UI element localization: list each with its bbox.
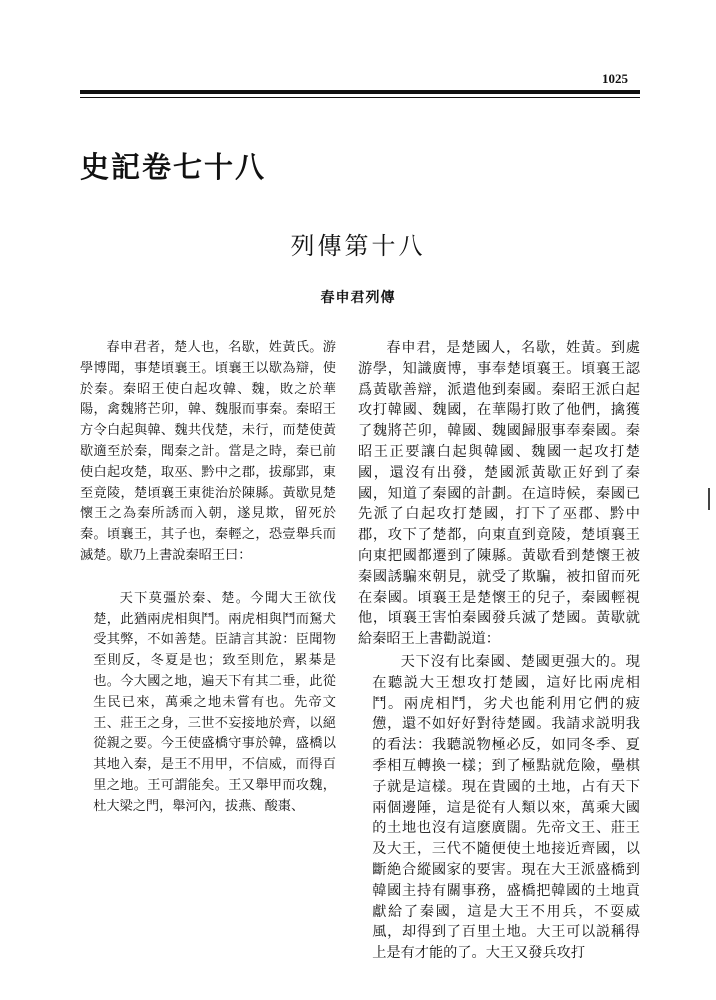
vernacular-intro-paragraph: 春申君，是楚國人，名歇，姓黃。到處游學，知識廣博，事奉楚頃襄王。頃襄王認爲黃歇善辯，派遣他到秦國。秦昭王派白起攻打韓國、魏國，在華陽打敗了他們，擒獲了魏將芒卯，韓國、魏國歸服事奉秦國。秦昭王正要讓白起與韓國、魏國一起攻打楚國，還沒有出發，楚國派黃歇正好到了秦國，知道了秦國的計劃。在這時候，秦國已先派了白起攻打楚國，打下了巫郡、黔中郡，攻下了楚都，向東直到竟陵，楚頃襄王向東把國都遷到了陳縣。黃歇看到楚懷王被秦國誘騙來朝見，就受了欺騙，被扣留而死在秦國。頃襄王是楚懷王的兒子，秦國輕視他，頃襄王害怕秦國發兵滅了楚國。黃歇就給秦昭王上書勸説道：	[358, 340, 640, 648]
binding-mark	[708, 488, 710, 510]
classical-text-column	[80, 338, 336, 818]
classical-intro-paragraph: 春申君者，楚人也，名歇，姓黃氏。游學博聞，事楚頃襄王。頃襄王以歇為辯，使於秦。秦昭王使白起攻韓、魏，敗之於華陽，禽魏將芒卯，韓、魏服而事秦。秦昭王方令白起與韓、魏共伐楚，未行，而楚使黃歇適至於秦，聞秦之計。當是之時，秦已前使白起攻楚，取巫、黔中之郡，拔鄢郢，東至竟陵，楚頃襄王東徙治於陳縣。黃歇見楚懷王之為秦所誘而入朝，遂見欺，留死於秦。頃襄王，其子也，秦輕之，恐壹舉兵而滅楚。歇乃上書說秦昭王曰：	[80, 340, 336, 563]
chapter-title: 春申君列傳	[320, 290, 396, 306]
section-title: 列傳第十八	[290, 232, 426, 260]
vernacular-letter-paragraph: 天下沒有比秦國、楚國更强大的。現在聽説大王想攻打楚國，這好比兩虎相鬥。兩虎相鬥，劣犬也能利用它們的疲憊，還不如好好對待楚國。我請求説明我的看法：我聽説物極必反，如同冬季、夏季相互轉換一樣；到了極點就危險，壘棋子就是這樣。現在貴國的土地，占有天下兩個邊陲，這是從有人類以來，萬乘大國的土地也沒有這麽廣闊。先帝文王、莊王及大王，三代不隨便使土地接近齊國，以斷絶合縱國家的要害。現在大王派盛橋到韓國主持有關事務，盛橋把韓國的土地貢獻給了秦國，這是大王不用兵，不耍威風，却得到了百里土地。大王可以説稱得上是有才能的了。大王又發兵攻打	[372, 653, 640, 962]
classical-letter-paragraph: 天下莫彊於秦、楚。今聞大王欲伐楚，此猶兩虎相與鬥。兩虎相與鬥而駑犬受其弊，不如善楚。臣請言其說：臣聞物至則反，冬夏是也；致至則危，累棊是也。今大國之地，遍天下有其二垂，此從生民已來，萬乘之地未嘗有也。先帝文王、莊王之身，三世不妄接地於齊，以絕從親之要。今王使盛橋守事於韓，盛橋以其地入秦，是王不用甲，不信威，而得百里之地。王可謂能矣。王又舉甲而攻魏，杜大梁之門，舉河內，拔燕、酸棗、	[93, 590, 336, 814]
page-number: 1025	[602, 71, 628, 86]
header-rule-thick	[80, 90, 640, 94]
vernacular-translation-column	[358, 338, 640, 964]
header-rule-thin	[80, 97, 640, 98]
book-title: 史記卷七十八	[80, 150, 267, 184]
